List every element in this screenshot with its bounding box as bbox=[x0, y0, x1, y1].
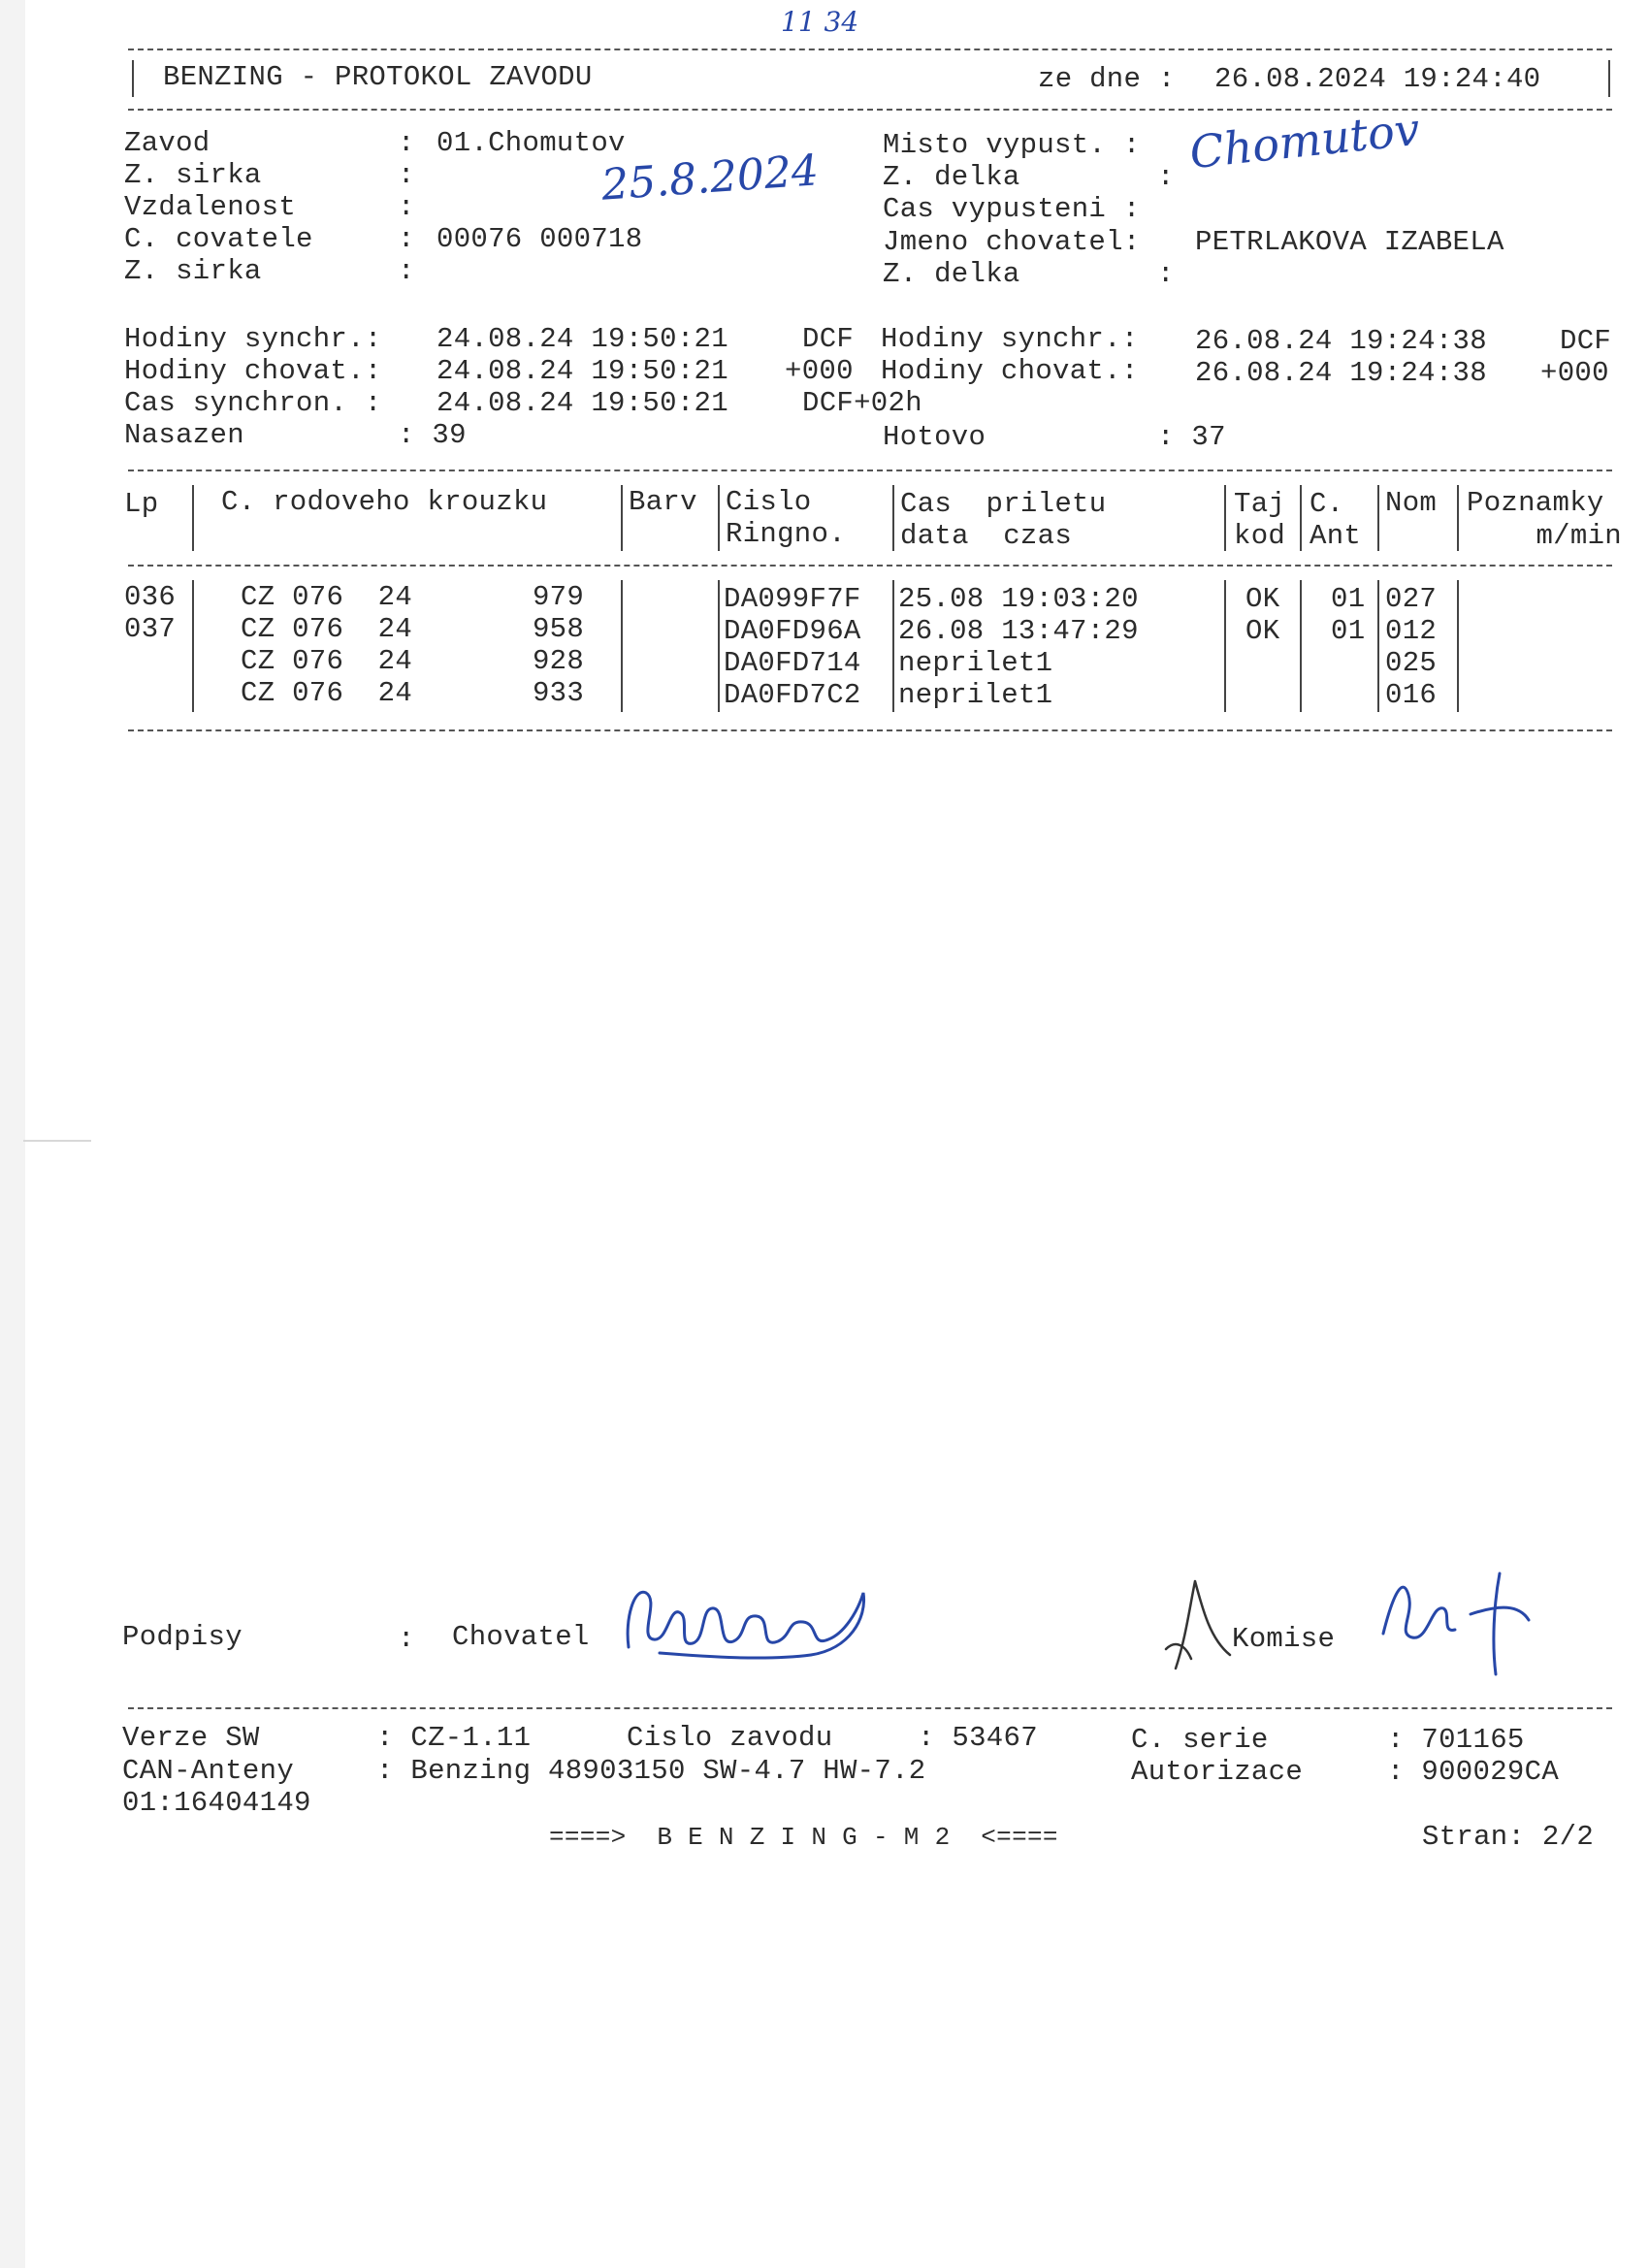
info-right-label-0: Misto vypust. : bbox=[883, 129, 1141, 161]
col-sep bbox=[1377, 580, 1379, 712]
info-colon: : bbox=[398, 223, 415, 255]
col-sep bbox=[1224, 580, 1226, 712]
divider-footer bbox=[128, 1707, 1612, 1709]
sw-version-label: Verze SW bbox=[122, 1722, 260, 1754]
top-handwritten-note: 11 34 bbox=[781, 6, 859, 38]
sync-left-suffix-1: +000 bbox=[785, 355, 854, 387]
brand-line: ====> B E N Z I N G - M 2 <==== bbox=[549, 1823, 1058, 1852]
date-label: ze dne : bbox=[1038, 63, 1176, 95]
col-sep bbox=[1300, 580, 1302, 712]
info-right-label-3: Jmeno chovatel: bbox=[883, 226, 1141, 258]
sw-version-value: : CZ-1.11 bbox=[376, 1722, 532, 1754]
race-number-label: Cislo zavodu bbox=[627, 1722, 833, 1754]
divider-table-header bbox=[128, 565, 1612, 567]
col-header-taj: Taj bbox=[1234, 488, 1286, 520]
info-right-label-4: Z. delka bbox=[883, 258, 1020, 290]
cell-ring: CZ 076 24 958 bbox=[241, 613, 585, 645]
col-header-cas: Cas priletu bbox=[900, 488, 1107, 520]
cell-ring: CZ 076 24 979 bbox=[241, 581, 585, 613]
divider-table-bottom bbox=[128, 729, 1612, 731]
col-sep bbox=[192, 580, 194, 712]
cell-cas: neprilet1 bbox=[898, 647, 1053, 679]
cell-nom: 027 bbox=[1385, 583, 1438, 615]
cell-ant: 01 bbox=[1331, 583, 1366, 615]
sync-left-value-2: 24.08.24 19:50:21 bbox=[436, 387, 728, 419]
col-sep bbox=[1224, 485, 1226, 551]
sync-right-suffix-1: +000 bbox=[1540, 357, 1609, 389]
scan-edge bbox=[0, 0, 25, 2268]
commission-signature-2 bbox=[1374, 1566, 1548, 1682]
can-antenna-value: : Benzing 48903150 SW-4.7 HW-7.2 bbox=[376, 1755, 926, 1787]
col-sep bbox=[892, 580, 894, 712]
sync-right-label-2: Hotovo bbox=[883, 421, 986, 453]
col-header-mmin: m/min bbox=[1536, 520, 1622, 552]
commission-signature-1 bbox=[1156, 1571, 1234, 1678]
info-left-label-0: Zavod bbox=[124, 127, 210, 159]
sync-right-value-1: 26.08.24 19:24:38 bbox=[1195, 357, 1487, 389]
sync-left-label-3: Nasazen bbox=[124, 419, 244, 451]
info-left-label-1: Z. sirka bbox=[124, 159, 262, 191]
cell-cas: 25.08 19:03:20 bbox=[898, 583, 1139, 615]
done-count: : 37 bbox=[1157, 421, 1226, 453]
col-sep bbox=[1457, 485, 1459, 551]
col-header-kod: kod bbox=[1234, 520, 1286, 552]
info-colon: : bbox=[398, 159, 415, 191]
sync-left-value-0: 24.08.24 19:50:21 bbox=[436, 323, 728, 355]
page-number: Stran: 2/2 bbox=[1422, 1821, 1595, 1853]
col-header-ringno: Ringno. bbox=[726, 518, 846, 550]
info-left-label-2: Vzdalenost bbox=[124, 191, 297, 223]
breeder-signature-label: Chovatel bbox=[452, 1621, 590, 1653]
col-sep bbox=[718, 580, 720, 712]
scan-mark bbox=[23, 1140, 91, 1142]
cell-ringno: DA0FD714 bbox=[724, 647, 861, 679]
info-right-label-1: Z. delka bbox=[883, 161, 1020, 193]
sync-left-label-1: Hodiny chovat.: bbox=[124, 355, 382, 387]
info-colon: : bbox=[398, 255, 415, 287]
info-left-label-4: Z. sirka bbox=[124, 255, 262, 287]
col-header-lp: Lp bbox=[124, 488, 159, 520]
col-header-ring: C. rodoveho krouzku bbox=[221, 486, 548, 518]
col-sep bbox=[621, 580, 623, 712]
cell-taj: OK bbox=[1245, 615, 1280, 647]
cell-ring: CZ 076 24 928 bbox=[241, 645, 585, 677]
col-sep bbox=[1377, 485, 1379, 551]
signatures-label: Podpisy bbox=[122, 1621, 242, 1653]
race-number-value: : 53467 bbox=[918, 1722, 1038, 1754]
col-sep bbox=[892, 485, 894, 551]
sync-left-suffix-2: DCF+02h bbox=[802, 387, 922, 419]
info-left-value-3: 00076 000718 bbox=[436, 223, 643, 255]
cell-nom: 025 bbox=[1385, 647, 1438, 679]
sync-right-suffix-0: DCF bbox=[1560, 325, 1612, 357]
cell-taj: OK bbox=[1245, 583, 1280, 615]
cell-ringno: DA0FD7C2 bbox=[724, 679, 861, 711]
sync-right-value-0: 26.08.24 19:24:38 bbox=[1195, 325, 1487, 357]
col-sep bbox=[621, 485, 623, 551]
commission-signature-label: Komise bbox=[1232, 1623, 1336, 1655]
col-header-poznamky: Poznamky bbox=[1467, 487, 1604, 519]
sync-left-label-2: Cas synchron. : bbox=[124, 387, 382, 419]
col-header-c: C. bbox=[1310, 488, 1344, 520]
col-sep bbox=[192, 485, 194, 551]
cell-nom: 016 bbox=[1385, 679, 1438, 711]
divider-table-top bbox=[128, 470, 1612, 471]
breeder-name: PETRLAKOVA IZABELA bbox=[1195, 226, 1504, 258]
document-title: BENZING - PROTOKOL ZAVODU bbox=[163, 61, 593, 93]
handwritten-date: 25.8.2024 bbox=[599, 146, 821, 211]
authorization-label: Autorizace bbox=[1131, 1756, 1304, 1788]
info-left-label-3: C. covatele bbox=[124, 223, 313, 255]
cell-ringno: DA0FD96A bbox=[724, 615, 861, 647]
serial-label: C. serie bbox=[1131, 1724, 1269, 1756]
info-colon: : bbox=[398, 127, 415, 159]
sync-left-suffix-0: DCF bbox=[802, 323, 855, 355]
col-sep bbox=[1300, 485, 1302, 551]
info-colon: : bbox=[1157, 161, 1175, 193]
col-sep bbox=[1457, 580, 1459, 712]
info-left-value-0: 01.Chomutov bbox=[436, 127, 626, 159]
cell-cas: neprilet1 bbox=[898, 679, 1053, 711]
sync-left-label-0: Hodiny synchr.: bbox=[124, 323, 382, 355]
sync-left-value-1: 24.08.24 19:50:21 bbox=[436, 355, 728, 387]
cell-nom: 012 bbox=[1385, 615, 1438, 647]
col-header-cislo: Cislo bbox=[726, 486, 812, 518]
cell-cas: 26.08 13:47:29 bbox=[898, 615, 1139, 647]
planted-count: : 39 bbox=[398, 419, 467, 451]
cell-ring: CZ 076 24 933 bbox=[241, 677, 585, 709]
col-header-barv: Barv bbox=[629, 486, 697, 518]
col-sep bbox=[718, 485, 720, 551]
can-antenna-label: CAN-Anteny bbox=[122, 1755, 295, 1787]
header-border-right bbox=[1608, 60, 1610, 97]
handwritten-place: Chomutov bbox=[1186, 102, 1423, 179]
sync-right-label-0: Hodiny synchr.: bbox=[881, 323, 1139, 355]
cell-lp: 037 bbox=[124, 613, 177, 645]
divider-top bbox=[128, 49, 1612, 50]
authorization-value: : 900029CA bbox=[1387, 1756, 1560, 1788]
signatures-colon: : bbox=[398, 1623, 415, 1655]
info-right-label-2: Cas vypusteni : bbox=[883, 193, 1141, 225]
date-value: 26.08.2024 19:24:40 bbox=[1214, 63, 1541, 95]
col-header-nom: Nom bbox=[1385, 487, 1438, 519]
sync-right-label-1: Hodiny chovat.: bbox=[881, 355, 1139, 387]
breeder-signature bbox=[621, 1579, 873, 1667]
col-header-data-czas: data czas bbox=[900, 520, 1073, 552]
info-colon: : bbox=[398, 191, 415, 223]
header-border-left bbox=[132, 60, 134, 97]
cell-ant: 01 bbox=[1331, 615, 1366, 647]
cell-lp: 036 bbox=[124, 581, 177, 613]
cell-ringno: DA099F7F bbox=[724, 583, 861, 615]
info-colon: : bbox=[1157, 258, 1175, 290]
serial-value: : 701165 bbox=[1387, 1724, 1525, 1756]
antenna-id: 01:16404149 bbox=[122, 1787, 311, 1819]
col-header-ant: Ant bbox=[1310, 520, 1362, 552]
